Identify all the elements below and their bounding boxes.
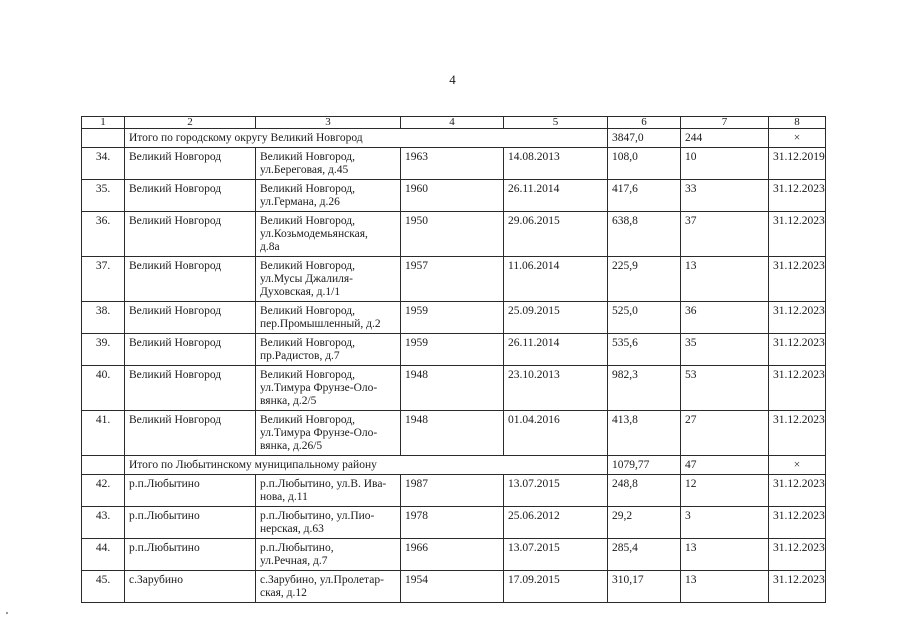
column-header: 3 [256,117,401,129]
deadline-cell: 31.12.2023 [769,180,826,212]
address-line: пр.Радистов, д.7 [260,350,340,362]
scan-speck [6,612,8,614]
subtotal-residents: 47 [681,456,769,475]
year-cell: 1948 [401,366,504,411]
table-row [82,366,826,411]
subtotal-label: Итого по Любытинскому муниципальному району [125,456,608,475]
year-cell: 1966 [401,539,504,571]
row-number: 37. [82,257,125,302]
row-number: 44. [82,539,125,571]
locality-cell: Великий Новгород [125,302,256,334]
table-row [82,257,826,302]
residents-cell: 3 [681,507,769,539]
locality-cell: Великий Новгород [125,212,256,257]
table-row [82,334,826,366]
address-line: Великий Новгород, [260,260,355,272]
year-cell: 1987 [401,475,504,507]
subtotal-area: 1079,77 [608,456,681,475]
address-line: Духовская, д.1/1 [260,286,341,298]
date-cell: 25.09.2015 [504,302,608,334]
address-line: пер.Промышленный, д.2 [260,318,381,330]
address-line: Великий Новгород, [260,369,355,381]
row-number: 45. [82,571,125,603]
address-line: р.п.Любытино, ул.В. Ива- [260,478,387,490]
address-line: Великий Новгород, [260,414,355,426]
locality-cell: р.п.Любытино [125,539,256,571]
address-cell [256,475,401,507]
address-cell [256,180,401,212]
address-line: р.п.Любытино, [260,542,334,554]
table-row [82,475,826,507]
subtotal-row [82,456,826,475]
subtotal-blank-cell [82,456,125,475]
deadline-cell: 31.12.2023 [769,257,826,302]
date-cell: 14.08.2013 [504,148,608,180]
deadline-cell: 31.12.2023 [769,302,826,334]
area-cell: 225,9 [608,257,681,302]
residents-cell: 33 [681,180,769,212]
address-line: вянка, д.26/5 [260,440,323,452]
area-cell: 108,0 [608,148,681,180]
area-cell: 535,6 [608,334,681,366]
year-cell: 1957 [401,257,504,302]
deadline-cell: 31.12.2023 [769,334,826,366]
table-body [82,117,826,603]
address-line: ул.Речная, д.7 [260,555,328,567]
table-row [82,180,826,212]
date-cell: 13.07.2015 [504,475,608,507]
column-header: 7 [681,117,769,129]
date-cell: 23.10.2013 [504,366,608,411]
row-number: 34. [82,148,125,180]
area-cell: 248,8 [608,475,681,507]
residents-cell: 36 [681,302,769,334]
address-line: ул.Германа, д.26 [260,196,340,208]
address-line: Великий Новгород, [260,337,355,349]
residents-cell: 37 [681,212,769,257]
page-number: 4 [449,72,456,87]
date-cell: 11.06.2014 [504,257,608,302]
deadline-cell: 31.12.2019 [769,148,826,180]
residents-cell: 35 [681,334,769,366]
residents-cell: 27 [681,411,769,456]
subtotal-deadline: × [769,129,826,148]
column-header: 2 [125,117,256,129]
address-line: р.п.Любытино, ул.Пио- [260,510,375,522]
year-cell: 1954 [401,571,504,603]
row-number: 42. [82,475,125,507]
date-cell: 26.11.2014 [504,334,608,366]
deadline-cell: 31.12.2023 [769,507,826,539]
table-row [82,411,826,456]
table-row [82,302,826,334]
residents-cell: 13 [681,257,769,302]
locality-cell: р.п.Любытино [125,475,256,507]
address-line: Великий Новгород, [260,151,355,163]
address-line: Великий Новгород, [260,305,355,317]
date-cell: 29.06.2015 [504,212,608,257]
row-number: 41. [82,411,125,456]
address-cell [256,148,401,180]
address-cell [256,334,401,366]
locality-cell: Великий Новгород [125,334,256,366]
subtotal-row [82,129,826,148]
address-cell [256,411,401,456]
relocation-table [81,116,826,603]
address-line: д.8а [260,241,280,253]
address-line: с.Зарубино, ул.Пролетар- [260,574,384,586]
year-cell: 1948 [401,411,504,456]
column-header-row [82,117,826,129]
row-number: 35. [82,180,125,212]
residents-cell: 53 [681,366,769,411]
subtotal-area: 3847,0 [608,129,681,148]
area-cell: 310,17 [608,571,681,603]
column-header: 5 [504,117,608,129]
column-header: 1 [82,117,125,129]
table-row [82,212,826,257]
locality-cell: Великий Новгород [125,257,256,302]
deadline-cell: 31.12.2023 [769,571,826,603]
area-cell: 982,3 [608,366,681,411]
area-cell: 285,4 [608,539,681,571]
row-number: 43. [82,507,125,539]
subtotal-deadline: × [769,456,826,475]
address-line: нова, д.11 [260,491,308,503]
table-row [82,539,826,571]
date-cell: 17.09.2015 [504,571,608,603]
year-cell: 1960 [401,180,504,212]
address-cell [256,302,401,334]
table-row [82,507,826,539]
subtotal-blank-cell [82,129,125,148]
residents-cell: 13 [681,539,769,571]
area-cell: 29,2 [608,507,681,539]
table-row [82,148,826,180]
locality-cell: Великий Новгород [125,148,256,180]
column-header: 6 [608,117,681,129]
residents-cell: 13 [681,571,769,603]
year-cell: 1978 [401,507,504,539]
year-cell: 1950 [401,212,504,257]
deadline-cell: 31.12.2023 [769,475,826,507]
date-cell: 26.11.2014 [504,180,608,212]
locality-cell: Великий Новгород [125,366,256,411]
row-number: 36. [82,212,125,257]
area-cell: 417,6 [608,180,681,212]
year-cell: 1959 [401,334,504,366]
address-cell [256,366,401,411]
row-number: 39. [82,334,125,366]
address-line: ул.Береговая, д.45 [260,164,349,176]
deadline-cell: 31.12.2023 [769,539,826,571]
deadline-cell: 31.12.2023 [769,411,826,456]
address-line: ул.Мусы Джалиля- [260,273,353,285]
residents-cell: 10 [681,148,769,180]
column-header: 8 [769,117,826,129]
address-cell [256,539,401,571]
area-cell: 525,0 [608,302,681,334]
locality-cell: Великий Новгород [125,180,256,212]
subtotal-label: Итого по городскому округу Великий Новгород [125,129,608,148]
year-cell: 1963 [401,148,504,180]
deadline-cell: 31.12.2023 [769,212,826,257]
column-header: 4 [401,117,504,129]
address-line: ул.Козьмодемьянская, [260,228,368,240]
address-cell [256,507,401,539]
row-number: 38. [82,302,125,334]
year-cell: 1959 [401,302,504,334]
deadline-cell: 31.12.2023 [769,366,826,411]
area-cell: 413,8 [608,411,681,456]
address-line: Великий Новгород, [260,183,355,195]
date-cell: 01.04.2016 [504,411,608,456]
locality-cell: с.Зарубино [125,571,256,603]
area-cell: 638,8 [608,212,681,257]
date-cell: 13.07.2015 [504,539,608,571]
address-cell [256,257,401,302]
address-cell [256,571,401,603]
locality-cell: Великий Новгород [125,411,256,456]
address-line: ул.Тимура Фрунзе-Оло- [260,382,378,394]
address-line: вянка, д.2/5 [260,395,317,407]
address-line: ская, д.12 [260,587,307,599]
address-line: ул.Тимура Фрунзе-Оло- [260,427,378,439]
locality-cell: р.п.Любытино [125,507,256,539]
address-line: Великий Новгород, [260,215,355,227]
address-cell [256,212,401,257]
row-number: 40. [82,366,125,411]
subtotal-residents: 244 [681,129,769,148]
date-cell: 25.06.2012 [504,507,608,539]
residents-cell: 12 [681,475,769,507]
table-row [82,571,826,603]
address-line: нерская, д.63 [260,523,324,535]
